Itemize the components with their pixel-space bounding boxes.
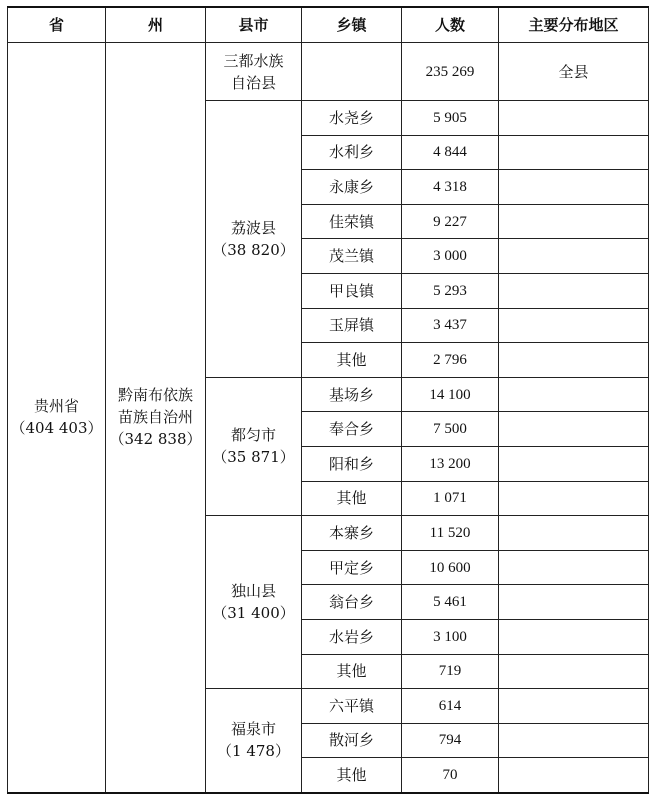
population-cell: 3 000 <box>402 239 499 274</box>
county-cell <box>206 377 302 515</box>
region-cell <box>499 204 649 239</box>
county-count: （38 820） <box>212 240 295 259</box>
prefecture-name-line1: 黔南布依族 <box>117 386 193 405</box>
province-cell <box>8 43 106 793</box>
region-cell <box>499 689 649 724</box>
region-cell <box>499 343 649 378</box>
population-cell: 1 071 <box>402 481 499 516</box>
region-cell <box>499 273 649 308</box>
town-cell: 佳荣镇 <box>302 204 402 239</box>
county-count: （31 400） <box>212 604 295 623</box>
prefecture-cell <box>106 43 206 793</box>
population-cell: 614 <box>402 689 499 724</box>
population-cell: 5 461 <box>402 585 499 620</box>
town-cell: 奉合乡 <box>302 412 402 447</box>
county-name: 都匀市 <box>230 426 276 445</box>
region-cell <box>499 481 649 516</box>
population-cell: 719 <box>402 654 499 689</box>
county-cell <box>206 101 302 378</box>
region-cell <box>499 654 649 689</box>
population-table-wrapper <box>7 6 649 794</box>
region-cell <box>499 135 649 170</box>
region-cell <box>499 101 649 136</box>
region-cell <box>499 170 649 205</box>
county-cell-sandu <box>206 43 302 101</box>
town-cell: 玉屏镇 <box>302 308 402 343</box>
prefecture-count: （342 838） <box>109 430 202 449</box>
header-row <box>8 7 649 43</box>
region-cell <box>499 308 649 343</box>
town-cell: 茂兰镇 <box>302 239 402 274</box>
region-cell <box>499 377 649 412</box>
town-cell <box>302 43 402 101</box>
town-cell: 六平镇 <box>302 689 402 724</box>
region-cell <box>499 412 649 447</box>
population-cell: 3 437 <box>402 308 499 343</box>
town-cell: 本寨乡 <box>302 516 402 551</box>
population-cell: 10 600 <box>402 550 499 585</box>
population-cell: 14 100 <box>402 377 499 412</box>
county-cell <box>206 516 302 689</box>
region-cell <box>499 239 649 274</box>
region-cell <box>499 516 649 551</box>
town-cell: 基场乡 <box>302 377 402 412</box>
region-cell <box>499 446 649 481</box>
population-cell: 3 100 <box>402 619 499 654</box>
town-cell: 阳和乡 <box>302 446 402 481</box>
region-cell <box>499 723 649 758</box>
population-cell: 4 844 <box>402 135 499 170</box>
header-population: 人数 <box>402 7 499 43</box>
population-cell: 13 200 <box>402 446 499 481</box>
county-count: （1 478） <box>217 742 290 761</box>
header-town: 乡镇 <box>302 7 402 43</box>
town-cell: 其他 <box>302 481 402 516</box>
town-cell: 甲良镇 <box>302 273 402 308</box>
region-cell <box>499 619 649 654</box>
county-name: 荔波县 <box>230 218 276 237</box>
town-cell: 水岩乡 <box>302 619 402 654</box>
county-name: 福泉市 <box>230 720 276 739</box>
county-name-line1: 三都水族 <box>223 51 284 70</box>
town-cell: 其他 <box>302 654 402 689</box>
population-cell: 5 905 <box>402 101 499 136</box>
header-province: 省 <box>8 7 106 43</box>
population-cell: 11 520 <box>402 516 499 551</box>
region-cell <box>499 585 649 620</box>
province-name: 贵州省 <box>33 397 79 416</box>
town-cell: 其他 <box>302 343 402 378</box>
population-cell: 2 796 <box>402 343 499 378</box>
county-name-line2: 自治县 <box>230 73 276 92</box>
town-cell: 其他 <box>302 758 402 793</box>
county-cell <box>206 689 302 793</box>
population-cell: 7 500 <box>402 412 499 447</box>
header-county: 县市 <box>206 7 302 43</box>
table-row <box>8 43 649 101</box>
town-cell: 翁台乡 <box>302 585 402 620</box>
region-cell <box>499 758 649 793</box>
county-name: 独山县 <box>230 582 276 601</box>
population-cell: 794 <box>402 723 499 758</box>
county-count: （35 871） <box>212 448 295 467</box>
region-cell: 全县 <box>499 43 649 101</box>
town-cell: 甲定乡 <box>302 550 402 585</box>
header-prefecture: 州 <box>106 7 206 43</box>
town-cell: 水利乡 <box>302 135 402 170</box>
population-cell: 5 293 <box>402 273 499 308</box>
town-cell: 水尧乡 <box>302 101 402 136</box>
population-cell: 235 269 <box>402 43 499 101</box>
population-table <box>7 6 649 794</box>
town-cell: 散河乡 <box>302 723 402 758</box>
region-cell <box>499 550 649 585</box>
town-cell: 永康乡 <box>302 170 402 205</box>
prefecture-name-line2: 苗族自治州 <box>117 408 193 427</box>
population-cell: 4 318 <box>402 170 499 205</box>
population-cell: 9 227 <box>402 204 499 239</box>
header-region: 主要分布地区 <box>499 7 649 43</box>
population-cell: 70 <box>402 758 499 793</box>
province-count: （404 403） <box>10 419 103 438</box>
